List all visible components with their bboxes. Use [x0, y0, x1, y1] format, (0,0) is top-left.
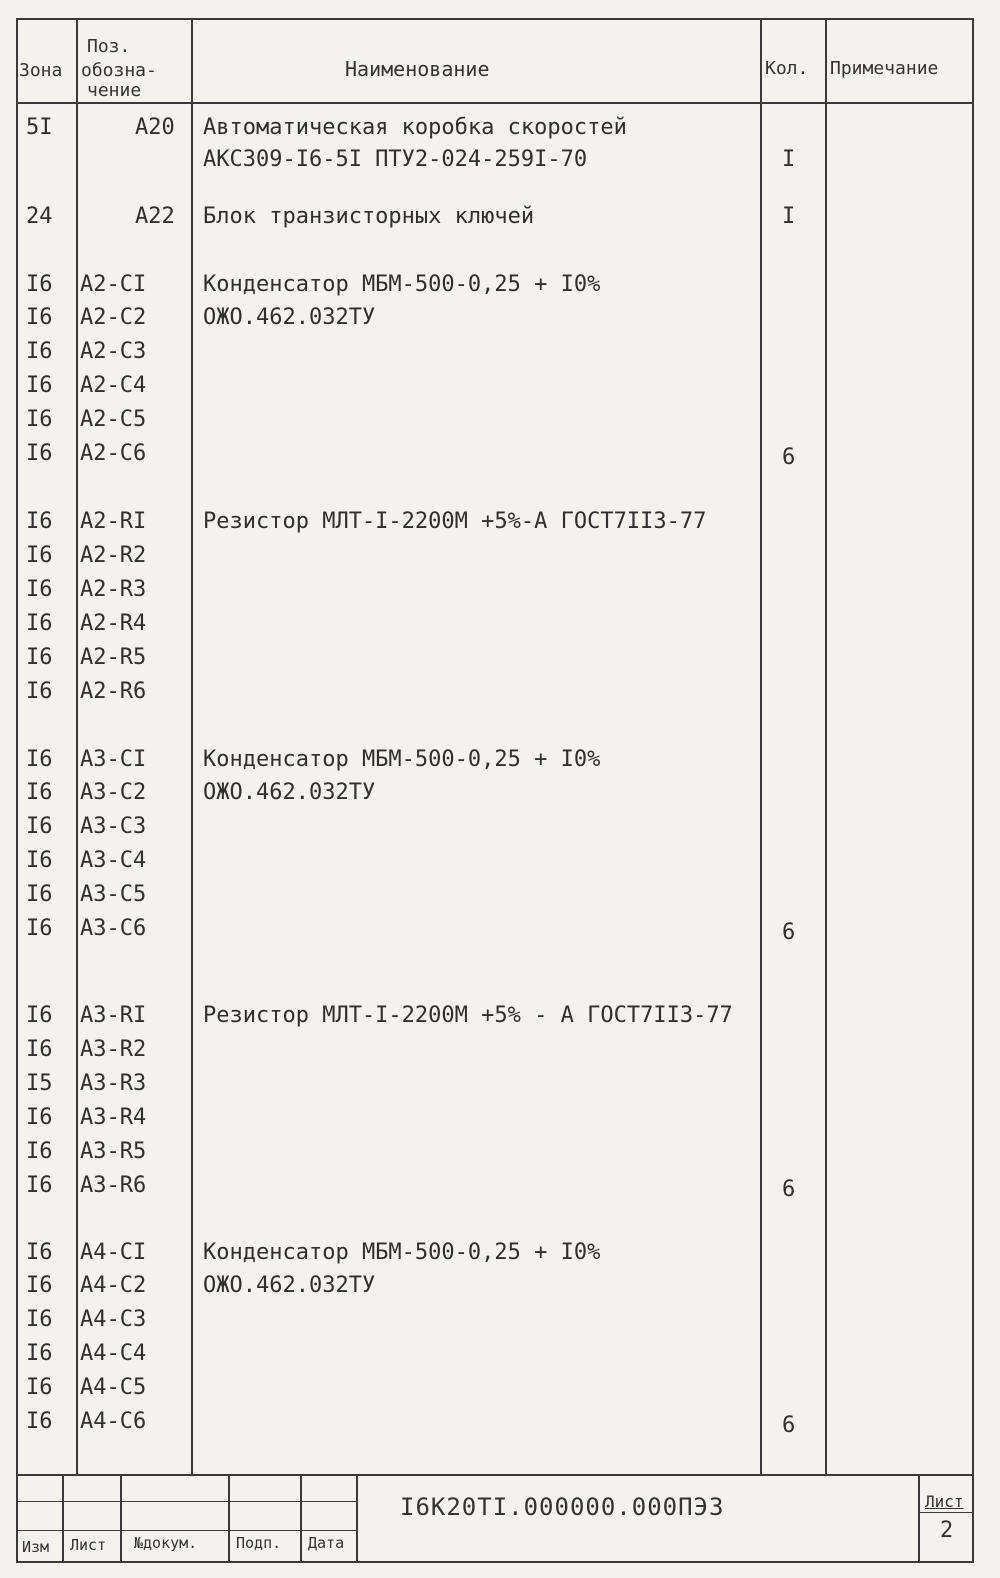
row-zone: I6: [26, 1341, 53, 1366]
row-position: А3-С3: [80, 814, 147, 839]
row-zone: I6: [26, 916, 53, 941]
row-position: А3-R2: [80, 1037, 147, 1062]
row-zone: I6: [26, 1375, 53, 1400]
header-pos-line2: обозна-: [81, 60, 157, 81]
row-zone: I6: [26, 814, 53, 839]
row-position: А4-С5: [80, 1375, 147, 1400]
stamp-label-izm: Изм: [22, 1538, 50, 1556]
row-name: Конденсатор МБМ-500-0,25 + I0%: [203, 1240, 601, 1265]
col-divider-pos: [191, 18, 193, 1475]
col-divider-qty: [825, 18, 827, 1475]
row-name: ОЖО.462.032ТУ: [203, 1273, 376, 1298]
stamp-label-docnum: №докум.: [134, 1534, 198, 1552]
sheet-label: Лист: [925, 1492, 964, 1511]
row-zone: I6: [26, 1173, 53, 1198]
row-zone: I6: [26, 543, 53, 568]
row-zone: I6: [26, 441, 53, 466]
row-position: А3-R3: [80, 1071, 147, 1096]
stamp-divider-1: [62, 1474, 64, 1563]
header-pos-line1: Поз.: [87, 36, 131, 57]
stamp-label-sign: Подп.: [236, 1534, 282, 1552]
row-position: А3-RI: [80, 1003, 147, 1028]
header-name: Наименование: [345, 57, 490, 81]
stamp-label-list: Лист: [70, 1536, 107, 1554]
row-position: А2-С5: [80, 407, 147, 432]
row-position: А2-RI: [80, 509, 147, 534]
row-name: Резистор МЛТ-I-2200М +5%-А ГОСТ7II3-77: [203, 509, 707, 534]
row-name: ОЖО.462.032ТУ: [203, 305, 376, 330]
row-position: А20: [135, 115, 175, 140]
row-position: А2-R2: [80, 543, 147, 568]
row-position: А4-С4: [80, 1341, 147, 1366]
row-name: ОЖО.462.032ТУ: [203, 780, 376, 805]
row-position: А4-С2: [80, 1273, 147, 1298]
row-zone: I6: [26, 1139, 53, 1164]
stamp-divider-3: [228, 1474, 230, 1563]
stamp-divider-6: [918, 1474, 920, 1563]
header-qty: Кол.: [765, 58, 809, 79]
row-position: А3-R5: [80, 1139, 147, 1164]
row-position: А3-С6: [80, 916, 147, 941]
row-zone: I6: [26, 1037, 53, 1062]
row-position: А22: [135, 204, 175, 229]
row-position: А2-С2: [80, 305, 147, 330]
row-zone: I6: [26, 611, 53, 636]
row-zone: I6: [26, 645, 53, 670]
row-zone: I6: [26, 848, 53, 873]
row-position: А4-С6: [80, 1409, 147, 1434]
row-zone: I6: [26, 882, 53, 907]
row-position: А4-С3: [80, 1307, 147, 1332]
row-zone: I6: [26, 1105, 53, 1130]
row-name: Конденсатор МБМ-500-0,25 + I0%: [203, 272, 601, 297]
stamp-divider-5: [356, 1474, 358, 1563]
row-zone: I6: [26, 1240, 53, 1265]
row-zone: I6: [26, 679, 53, 704]
row-zone: I6: [26, 373, 53, 398]
row-zone: I6: [26, 747, 53, 772]
row-position: А3-С4: [80, 848, 147, 873]
row-name: Резистор МЛТ-I-2200М +5% - А ГОСТ7II3-77: [203, 1003, 733, 1028]
stamp-divider-4: [300, 1474, 302, 1563]
row-quantity: 6: [782, 1177, 796, 1202]
row-name: АКС309-I6-5I ПТУ2-024-259I-70: [203, 147, 588, 172]
row-name: Конденсатор МБМ-500-0,25 + I0%: [203, 747, 601, 772]
row-zone: I6: [26, 339, 53, 364]
row-position: А3-R4: [80, 1105, 147, 1130]
stamp-divider-2: [120, 1474, 122, 1563]
row-position: А3-СI: [80, 747, 147, 772]
stamp-low-line: [16, 1530, 356, 1531]
row-position: А2-СI: [80, 272, 147, 297]
row-quantity: 6: [782, 445, 796, 470]
row-position: А3-С2: [80, 780, 147, 805]
row-zone: I6: [26, 1003, 53, 1028]
header-pos-line3: чение: [87, 80, 142, 101]
row-position: А2-R4: [80, 611, 147, 636]
col-divider-name: [760, 18, 762, 1475]
row-name: Блок транзисторных ключей: [203, 204, 535, 229]
stamp-top-line: [16, 1474, 974, 1476]
row-zone: I6: [26, 407, 53, 432]
row-position: А2-R5: [80, 645, 147, 670]
row-zone: 5I: [26, 115, 53, 140]
row-quantity: 6: [782, 920, 796, 945]
row-quantity: 6: [782, 1413, 796, 1438]
page-frame: [16, 18, 974, 1563]
header-zone: Зона: [19, 60, 63, 81]
header-divider: [16, 102, 974, 104]
row-zone: I6: [26, 1273, 53, 1298]
row-zone: 24: [26, 204, 53, 229]
row-quantity: I: [782, 204, 796, 229]
row-name: Автоматическая коробка скоростей: [203, 115, 627, 140]
stamp-sheet-line: [918, 1512, 974, 1513]
row-zone: I6: [26, 1409, 53, 1434]
row-position: А2-С4: [80, 373, 147, 398]
row-position: А2-R3: [80, 577, 147, 602]
row-zone: I6: [26, 305, 53, 330]
row-zone: I6: [26, 780, 53, 805]
stamp-label-date: Дата: [308, 1534, 345, 1552]
document-number: I6К20ТI.000000.000ПЭЗ: [400, 1493, 725, 1521]
row-zone: I6: [26, 577, 53, 602]
row-zone: I6: [26, 272, 53, 297]
row-position: А2-R6: [80, 679, 147, 704]
sheet-number: 2: [940, 1518, 954, 1543]
row-quantity: I: [782, 147, 796, 172]
row-position: А2-С6: [80, 441, 147, 466]
row-position: А4-СI: [80, 1240, 147, 1265]
col-divider-zone: [76, 18, 78, 1475]
row-zone: I6: [26, 1307, 53, 1332]
stamp-mid-line: [16, 1501, 356, 1502]
row-position: А3-R6: [80, 1173, 147, 1198]
row-position: А3-С5: [80, 882, 147, 907]
row-zone: I6: [26, 509, 53, 534]
row-position: А2-С3: [80, 339, 147, 364]
header-note: Примечание: [830, 58, 939, 79]
row-zone: I5: [26, 1071, 53, 1096]
